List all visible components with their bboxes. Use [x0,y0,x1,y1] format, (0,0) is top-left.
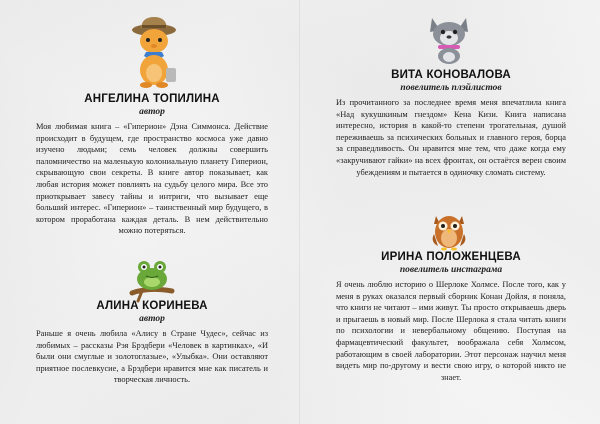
profile-irina [336,251,566,383]
profile-role: автор [139,107,165,117]
frog-on-branch-icon [128,255,176,303]
owl-icon [426,210,472,252]
profile-name: АЛИНА КОРИНЕВА [96,300,208,312]
profile-role: повелитель плэйлистов [400,83,502,93]
profile-role: автор [139,314,165,324]
profile-name: ВИТА КОНОВАЛОВА [391,69,511,81]
cat-cowboy-icon [126,14,182,90]
profile-text: Раньше я очень любила «Алису в Стране Чудес», сейчас из любимых – рассказы Рэя Брэдбери «Человек в картинках», «И были они смуглые и золотоглазые», «Улыбка». Они оставляют приятное послевкусие, а Брэдбери нравится мне как писатель и творческая личность. [36,329,268,385]
profile-alina [36,300,268,386]
profile-vita [336,69,566,178]
profile-angelina [36,93,268,237]
profile-text: Моя любимая книга – «Гиперион» Дэна Симмонса. Действие происходит в будущем, где пространство космоса уже давно изучено людьми; семь человек должны совершить паломничество на маленькую колониальную планету Гиперион, скрывающую свои секреты. В книге автор показывает, как любая история может повлиять на судьбу целого мира. Все это приоткрывает завесу тайны и интриги, что вызывает еще больший интерес. «Гиперион» – таинственный мир будущего, в котором проработана каждая деталь. В нем действительно можно потеряться. [36,122,268,236]
profile-name: ИРИНА ПОЛОЖЕНЦЕВА [381,251,521,263]
profile-text: Я очень люблю историю о Шерлоке Холмсе. После того, как у меня в руках оказался первый сборник Конан Дойля, я поняла, что книги не читают – ими живут. Ты просто открываешь дверь и прыгаешь в новый мир. После Шерлока я стала читать книги по психологии и невербальному общению. Поступая на фармацевтический факультет, воображала себя Холмсом, работающим в своей лаборатории. Этот персонаж научил меня видеть мир по-другому и вести свою игру, о которой никто не знает. [336,280,566,382]
profile-role: повелитель инстаграма [399,265,503,275]
profile-text: Из прочитанного за последнее время меня впечатлила книга «Над кукушкиным гнездом» Кена Кизи. Книга написана интересно, история в какой-то степени трогательная, душой переживаешь за психических больных и главного героя, борца за справедливость. Он нравится мне тем, что даже когда ему «закручивают гайки» на всех фронтах, он остаётся верен своим убеждениям и пытается в одиночку сломать систему. [336,98,566,177]
profile-name: АНГЕЛИНА ТОПИЛИНА [84,93,220,105]
page-spine [299,0,300,424]
wolf-cub-icon [424,14,474,64]
